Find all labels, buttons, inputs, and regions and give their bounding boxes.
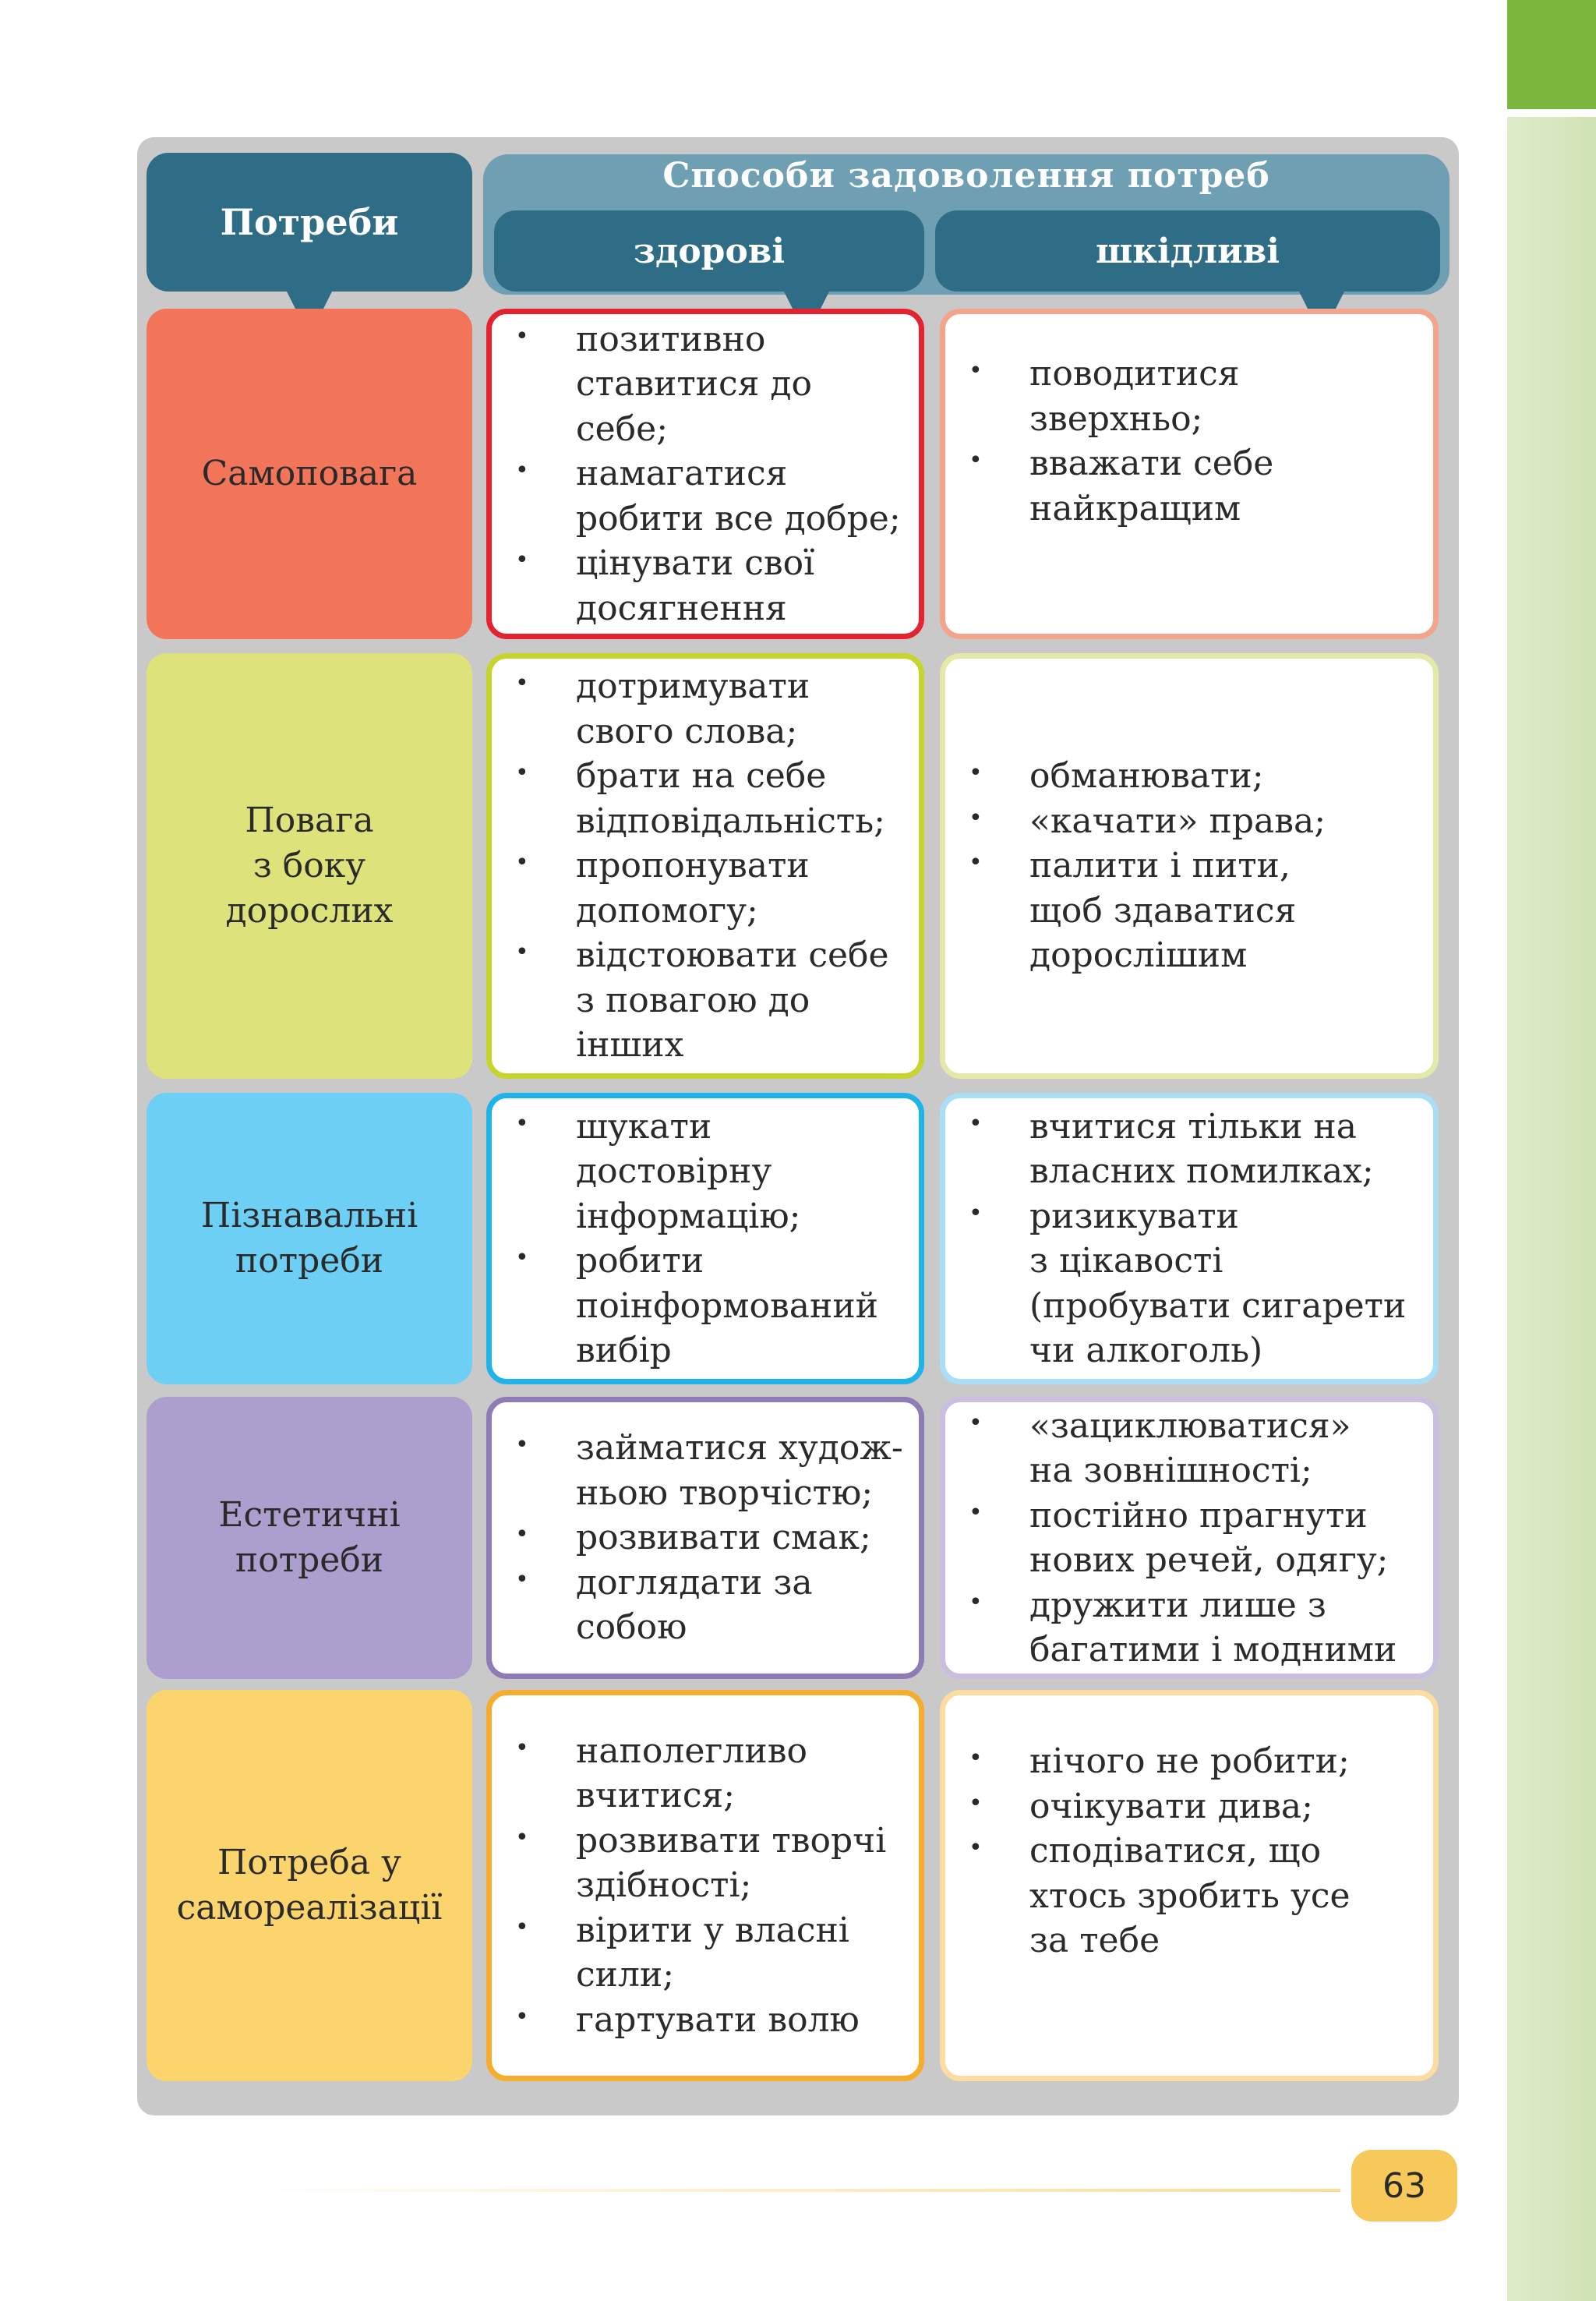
list-item: • «качати» права;: [959, 799, 1421, 844]
list-item: • палити і пити, щоб здаватися дорослішим: [959, 843, 1421, 978]
harmful-ways-card: [940, 653, 1439, 1079]
harmful-ways-card: [940, 1690, 1439, 2081]
list-item: • цінувати свої досягнення: [506, 541, 906, 631]
need-label: Потреба у самореалізації: [176, 1843, 443, 1928]
header-harmful: [935, 210, 1440, 292]
list-item: • брати на себе відповідальність;: [506, 754, 906, 843]
need-cell: [147, 309, 472, 639]
list-item: • відстоювати себе з повагою до інших: [506, 933, 906, 1068]
page-number-label: 63: [1382, 2165, 1426, 2206]
healthy-ways-card: [486, 1093, 924, 1384]
healthy-ways-card: [486, 653, 924, 1079]
header-ways-label: Способи задоволення потреб: [662, 156, 1270, 196]
list-item: • доглядати за собою: [506, 1561, 906, 1650]
list-item: • наполегливо вчитися;: [506, 1729, 906, 1819]
list-item: • дружити лише з багатими і модними: [959, 1583, 1421, 1673]
footer-line: [234, 2189, 1340, 2192]
header-needs: [147, 153, 472, 292]
list-item: • вважати себе найкращим: [959, 441, 1421, 531]
list-item: • обманювати;: [959, 754, 1421, 799]
list-item: • очікувати дива;: [959, 1784, 1421, 1829]
harmful-ways-card: [940, 1093, 1439, 1384]
list-item: • розвивати творчі здібності;: [506, 1819, 906, 1908]
need-cell: [147, 1093, 472, 1384]
need-label: Естетичні потреби: [218, 1495, 401, 1580]
need-label: Пізнавальні потреби: [200, 1196, 418, 1281]
list-item: • займатися худож- ньою творчістю;: [506, 1426, 906, 1515]
list-item: • «зациклюватися» на зовнішності;: [959, 1404, 1421, 1493]
list-item: • пропонувати допомогу;: [506, 843, 906, 933]
list-item: • нічого не робити;: [959, 1739, 1421, 1784]
list-item: • поводитися зверхньо;: [959, 352, 1421, 441]
need-label: Самоповага: [201, 454, 418, 493]
header-healthy-label: здорові: [633, 231, 786, 271]
need-cell: [147, 1690, 472, 2081]
header-healthy: [494, 210, 924, 292]
list-item: • шукати достовірну інформацію;: [506, 1105, 906, 1239]
header-harmful-label: шкідливі: [1095, 231, 1280, 271]
page-number: [1351, 2150, 1457, 2221]
need-cell: [147, 1397, 472, 1679]
list-item: • гартувати волю: [506, 1998, 906, 2043]
chapter-color-tab: [1507, 0, 1596, 109]
list-item: • позитивно ставитися до себе;: [506, 317, 906, 452]
list-item: • намагатися робити все добре;: [506, 451, 906, 541]
healthy-ways-card: [486, 1690, 924, 2081]
healthy-ways-card: [486, 309, 924, 639]
header-needs-label: Потреби: [220, 201, 399, 243]
need-cell: [147, 653, 472, 1079]
list-item: • дотримувати свого слова;: [506, 664, 906, 754]
list-item: • постійно прагнути нових речей, одягу;: [959, 1493, 1421, 1583]
list-item: • сподіватися, що хтось зробить усе за тебе: [959, 1829, 1421, 1963]
list-item: • вірити у власні сили;: [506, 1908, 906, 1998]
list-item: • робити поінформований вибір: [506, 1239, 906, 1373]
healthy-ways-card: [486, 1397, 924, 1679]
list-item: • розвивати смак;: [506, 1515, 906, 1561]
side-stripe: [1507, 117, 1596, 2301]
list-item: • вчитися тільки на власних помилках;: [959, 1105, 1421, 1194]
harmful-ways-card: [940, 1397, 1439, 1679]
list-item: • ризикувати з цікавості (пробувати сигарети чи алкоголь): [959, 1194, 1421, 1373]
harmful-ways-card: [940, 309, 1439, 639]
need-label: Повага з боку дорослих: [225, 801, 394, 931]
